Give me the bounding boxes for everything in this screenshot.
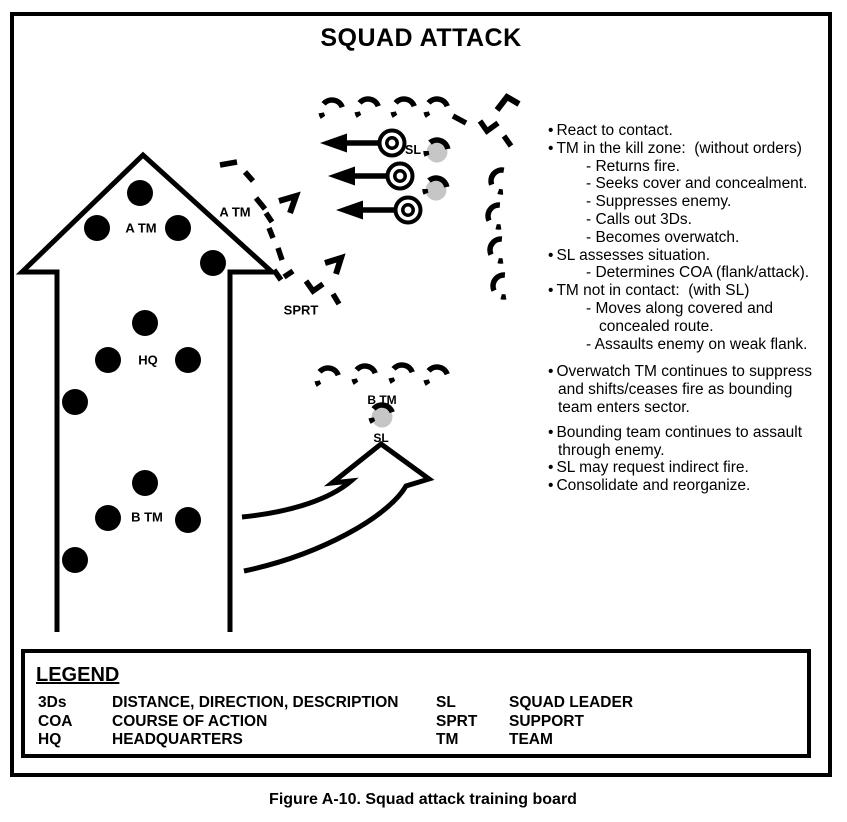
note-line: • Overwatch TM continues to suppress — [546, 363, 842, 381]
machine-gun-inner-ring — [387, 138, 397, 148]
route-dash — [453, 116, 466, 123]
note-line: • SL assesses situation. — [546, 247, 842, 265]
legend-row — [38, 694, 633, 713]
legend-cell: DISTANCE, DIRECTION, DESCRIPTION — [112, 694, 399, 711]
legend-cell: TEAM — [509, 731, 553, 749]
legend-cell: SL — [436, 694, 456, 711]
legend-cell: COA — [38, 712, 73, 730]
route-dash-elbow — [480, 121, 498, 131]
legend-cell: COURSE OF ACTION — [112, 712, 268, 730]
note-line: - Determines COA (flank/attack). — [586, 264, 810, 282]
note-line: and shifts/ceases fire as bounding — [558, 381, 793, 399]
note-line: • TM not in contact: (with SL) — [546, 282, 842, 300]
note-line: - Moves along covered and — [586, 299, 773, 317]
legend-title: LEGEND — [36, 664, 120, 686]
soldier-dot — [132, 310, 158, 336]
legend-cell: TM — [436, 731, 459, 749]
label-b-team-inside: B TM — [131, 509, 163, 525]
machine-gun-arrowhead — [336, 201, 363, 220]
soldier-dot — [84, 215, 110, 241]
soldier-dot — [62, 547, 88, 573]
legend-cell: SQUAD LEADER — [509, 694, 634, 711]
soldier-dot — [95, 347, 121, 373]
machine-gun-arrowhead — [320, 134, 347, 153]
bteam-position-arc — [426, 367, 447, 384]
route-dash — [245, 172, 253, 181]
enemy-position-arc — [357, 99, 378, 116]
label-hq-inside: HQ — [138, 352, 158, 368]
enemy-position-arc — [426, 99, 447, 116]
route-dash-elbow — [306, 281, 323, 291]
label-squad-leader-flank: SL — [373, 431, 389, 445]
soldier-dot — [175, 347, 201, 373]
route-dash — [269, 228, 273, 238]
route-dash — [256, 198, 265, 209]
soldier-dot — [62, 389, 88, 415]
note-line: • TM in the kill zone: (without orders) — [546, 140, 842, 158]
note-line: - Suppresses enemy. — [586, 193, 732, 211]
flank-position-arc — [486, 236, 511, 262]
bounding-route-arrow — [242, 444, 429, 571]
route-dash — [333, 294, 339, 304]
soldier-dot — [175, 507, 201, 533]
legend-cell: SUPPORT — [509, 712, 584, 730]
flank-position-arc — [484, 202, 509, 228]
enemy-position-arc — [321, 100, 342, 117]
note-line: - Returns fire. — [586, 157, 680, 175]
route-arrowhead — [325, 258, 341, 274]
page-title: SQUAD ATTACK — [320, 24, 522, 52]
soldier-dot — [200, 250, 226, 276]
label-support-route: SPRT — [283, 302, 319, 318]
flank-position-arc — [489, 272, 514, 298]
legend-row — [38, 713, 633, 732]
note-line: through enemy. — [558, 441, 665, 459]
flank-position-arc — [487, 167, 513, 194]
route-dash — [278, 248, 282, 260]
machine-gun-inner-ring — [403, 205, 413, 215]
route-dash — [504, 136, 511, 146]
machine-gun-inner-ring — [395, 171, 405, 181]
route-dash — [284, 271, 293, 277]
note-line: - Assaults enemy on weak flank. — [586, 335, 808, 353]
note-line: • SL may request indirect fire. — [546, 459, 842, 477]
note-line: - Seeks cover and concealment. — [586, 175, 808, 193]
legend-cell: 3Ds — [38, 694, 67, 711]
legend-table — [38, 694, 633, 750]
note-line: - Becomes overwatch. — [586, 228, 740, 246]
note-line: • Bounding team continues to assault — [546, 424, 842, 442]
legend-cell: HEADQUARTERS — [112, 731, 243, 749]
label-a-team-inside: A TM — [125, 220, 157, 236]
route-arrowhead — [279, 196, 296, 213]
notes-list — [546, 122, 842, 495]
note-line: • Consolidate and reorganize. — [546, 477, 842, 495]
legend-row — [38, 731, 633, 750]
enemy-position-arc — [393, 99, 414, 116]
legend-cell: SPRT — [436, 712, 478, 730]
bteam-position-arc — [354, 366, 375, 383]
label-squad-leader-mg: SL — [405, 143, 421, 157]
note-line: • React to contact. — [546, 122, 842, 140]
note-line: - Calls out 3Ds. — [586, 210, 692, 228]
bteam-position-arc — [391, 365, 412, 382]
note-line: team enters sector. — [558, 398, 690, 416]
legend-cell: HQ — [38, 731, 62, 749]
legend — [21, 649, 811, 758]
note-line: concealed route. — [599, 317, 714, 335]
label-b-team-flank: B TM — [367, 393, 397, 407]
soldier-dot — [165, 215, 191, 241]
route-arrowhead — [497, 97, 519, 110]
machine-gun-arrowhead — [328, 167, 355, 186]
route-dash — [220, 162, 237, 165]
soldier-dot — [95, 505, 121, 531]
soldier-dot — [127, 180, 153, 206]
soldier-dot — [132, 470, 158, 496]
figure-caption: Figure A-10. Squad attack training board — [269, 791, 577, 808]
bteam-position-arc — [317, 368, 338, 385]
route-dash — [274, 270, 281, 280]
label-a-team-route: A TM — [219, 204, 251, 220]
route-dash — [266, 213, 272, 222]
